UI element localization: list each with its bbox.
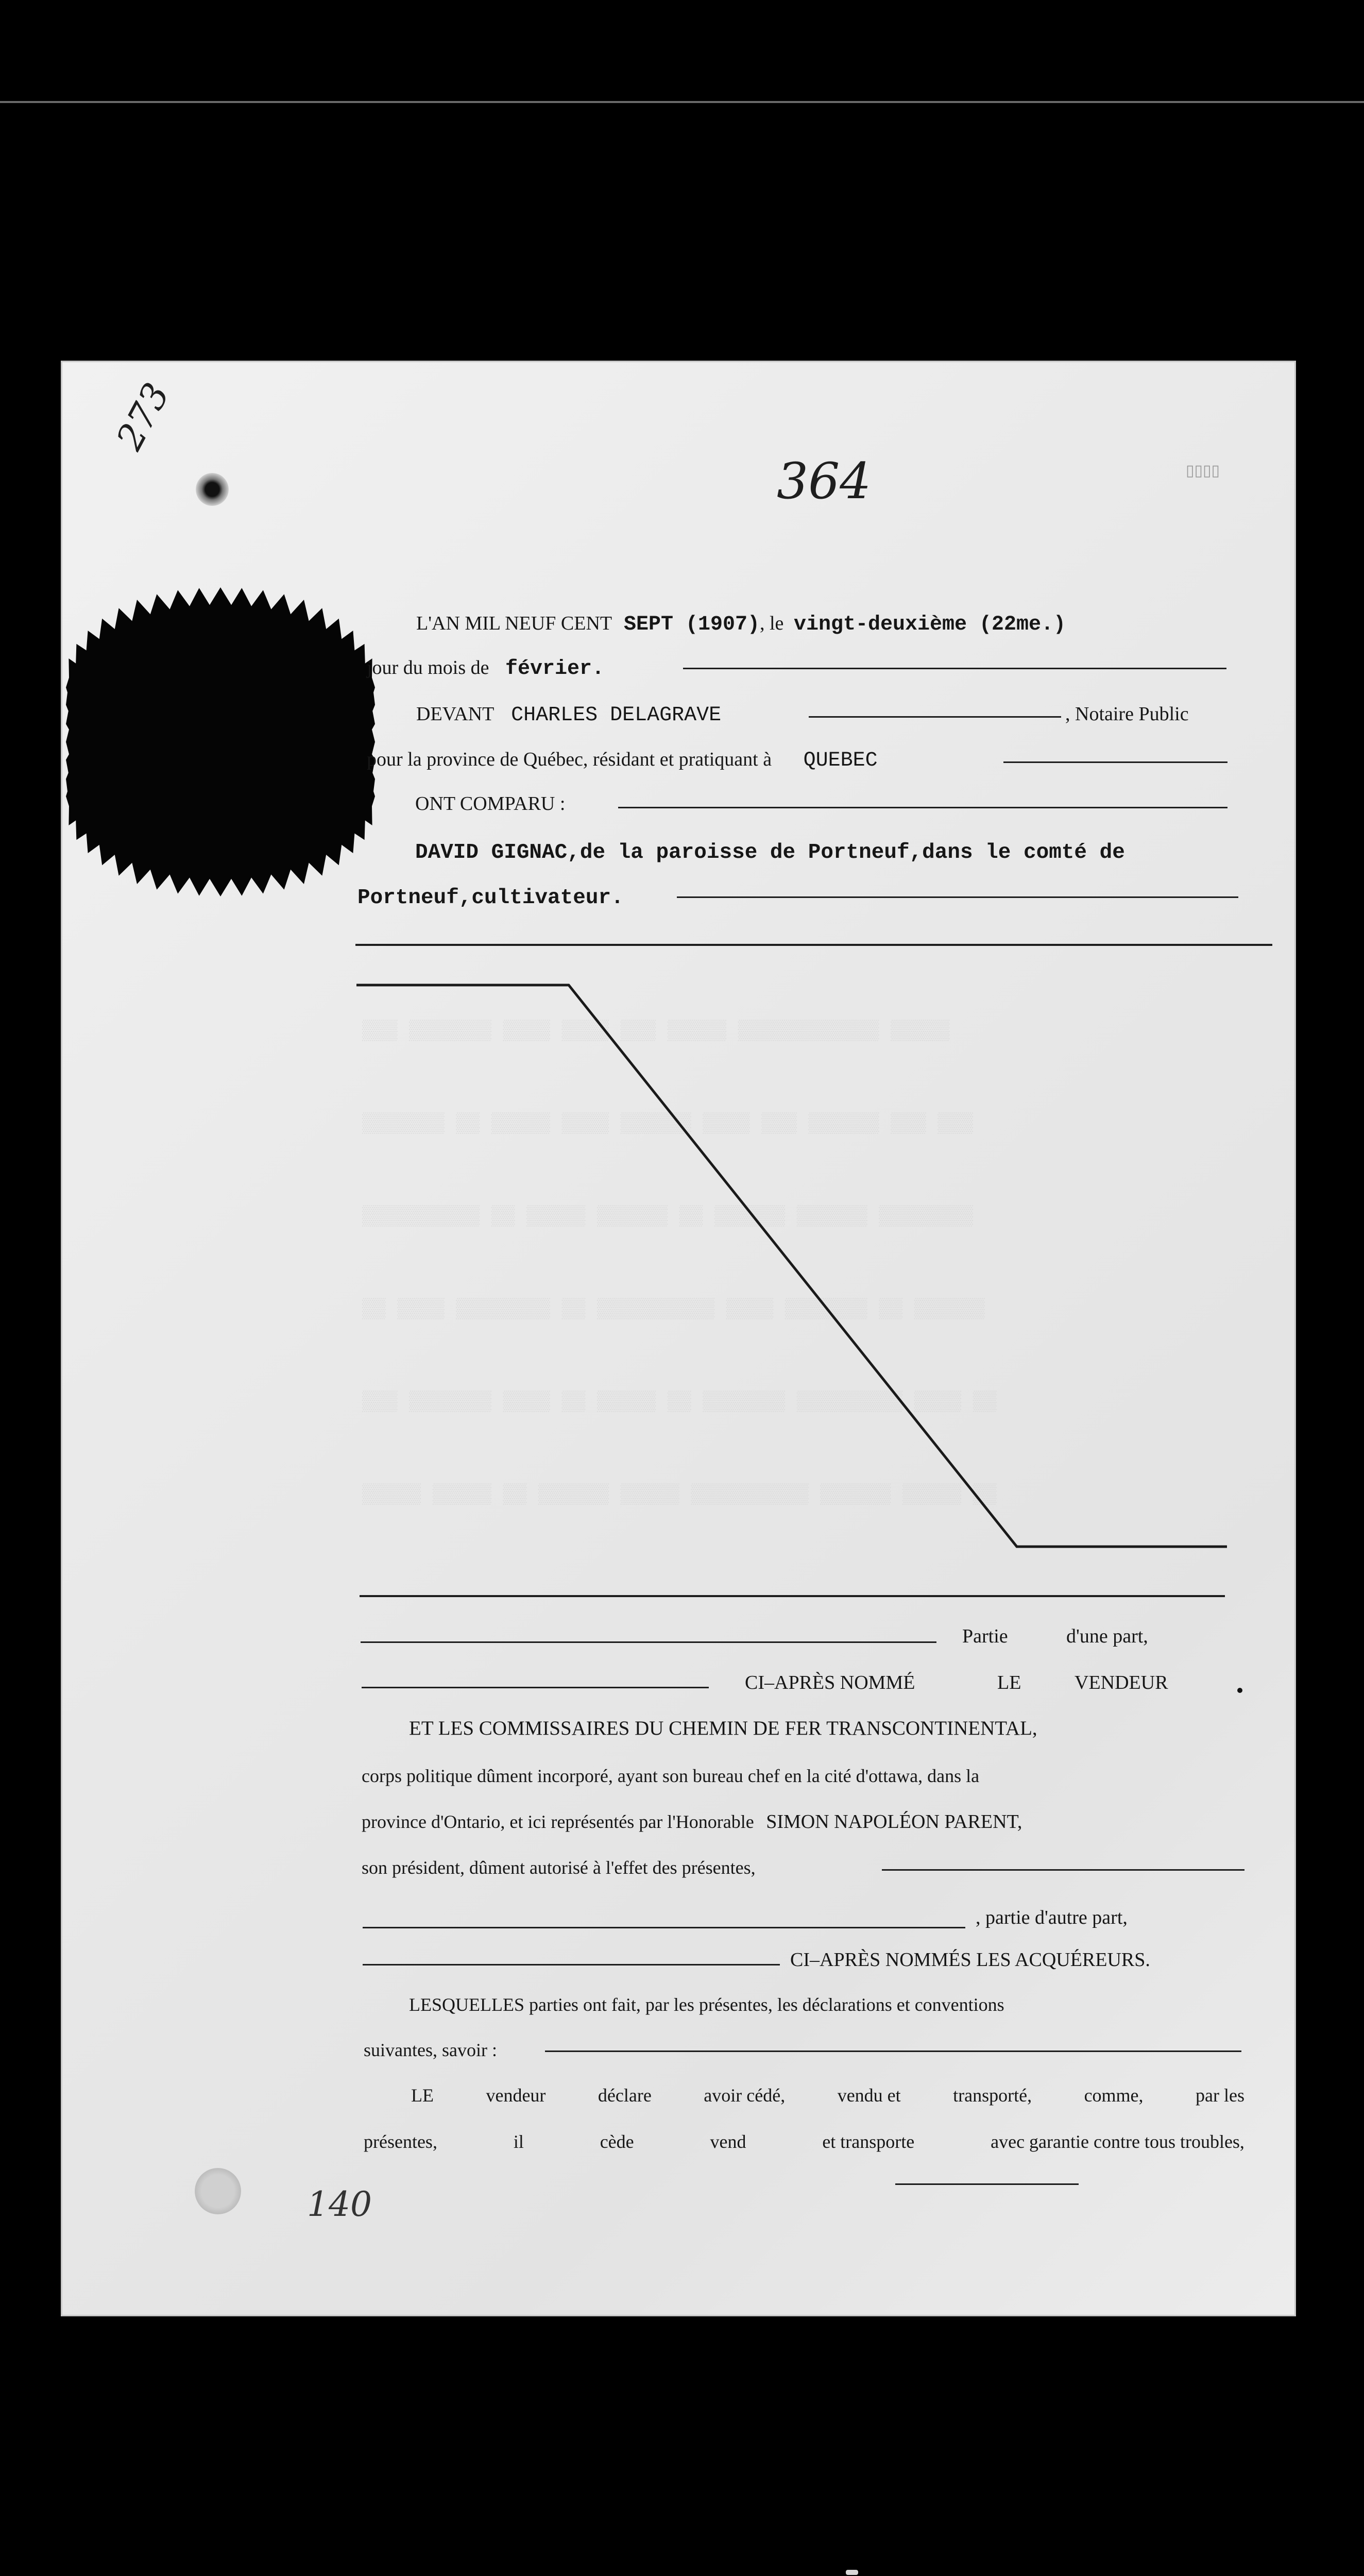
vendor-description-cont: Portneuf,cultivateur. [357, 886, 624, 910]
devant-label: DEVANT [416, 703, 494, 725]
word: vendu et [837, 2085, 901, 2106]
word: vendeur [486, 2085, 546, 2106]
cancellation-z-line [61, 361, 1296, 2316]
lesquelles-line: LESQUELLES parties ont fait, par les présentes, les déclarations et conventions [409, 1994, 1004, 2015]
bleed-through-text: ▒▒▒▒▒▒▒ ▒▒ ▒▒▒▒▒ ▒▒▒▒ ▒▒▒▒▒▒ ▒▒▒▒ ▒▒▒ ▒▒▒▒▒▒ ▒▒▒ ▒▒▒ [362, 1113, 973, 1135]
corps-line: corps politique dûment incorporé, ayant son bureau chef en la cité d'ottawa, dans la [362, 1766, 980, 1786]
fill-line [545, 2050, 1241, 2052]
month-prefix: jour du mois de [367, 657, 489, 679]
fill-line [363, 1927, 965, 1928]
presentes-line [364, 2131, 1244, 2153]
dot-mark [1237, 1688, 1242, 1693]
une-part-label: d'une part, [1066, 1625, 1148, 1647]
scan-line-top [0, 101, 1364, 103]
scan-artifact [846, 2570, 858, 2575]
word: vend [710, 2131, 746, 2152]
word: par les [1196, 2085, 1244, 2106]
word: comme, [1084, 2085, 1144, 2106]
acquereurs-label: CI–APRÈS NOMMÉS LES ACQUÉREURS. [790, 1949, 1150, 1971]
ontario-prefix: province d'Ontario, et ici représentés par l'Honorable [362, 1811, 754, 1832]
folio-number-bottom: 140 [307, 2184, 372, 2224]
word: avoir cédé, [704, 2085, 786, 2106]
date-prefix: L'AN MIL NEUF CENT [416, 613, 612, 634]
commissaires-line: ET LES COMMISSAIRES DU CHEMIN DE FER TRANSCONTINENTAL, [409, 1717, 1037, 1739]
bleed-through-text: ▒▒ ▒▒▒▒ ▒▒▒▒▒▒▒▒ ▒▒ ▒▒▒▒▒▒▒▒▒▒ ▒▒▒▒ ▒▒▒▒▒▒▒ ▒▒ ▒▒▒▒▒▒ [362, 1298, 985, 1320]
word: et transporte [822, 2131, 915, 2152]
bleed-through-text: ▒▒▒ ▒▒▒▒▒▒▒ ▒▒▒▒ ▒▒▒▒ ▒▒▒ ▒▒▒▒▒ ▒▒▒▒▒▒▒▒▒▒▒▒ ▒▒▒▒▒ [362, 1020, 950, 1042]
fill-line [361, 1641, 936, 1643]
comparu-label: ONT COMPARU : [415, 793, 566, 815]
date-le: , le [760, 613, 784, 634]
autre-part-label: , partie d'autre part, [976, 1907, 1128, 1928]
le-label: LE [997, 1672, 1021, 1693]
bleed-through-text: ▒▒▒▒▒ ▒▒▒▒▒ ▒▒ ▒▒▒▒▒▒ ▒▒▒▒▒ ▒▒▒▒▒▒▒▒▒▒ ▒▒▒▒▒▒ ▒▒▒▒▒ ▒▒ [362, 1484, 997, 1506]
month-value: février. [505, 657, 605, 681]
partie-label: Partie [962, 1625, 1008, 1647]
bleed-through-text: ▒▒▒▒▒▒▒▒▒▒ ▒▒ ▒▒▒▒▒ ▒▒▒▒▒▒ ▒▒ ▒▒▒▒▒▒ ▒▒▒▒▒▒ ▒▒▒▒▒▒▒▒ [362, 1206, 973, 1228]
city-value: QUEBEC [803, 749, 878, 772]
fill-line [363, 1964, 780, 1965]
folio-number: 364 [777, 452, 872, 510]
document-page [61, 361, 1296, 2316]
year-value: SEPT (1907) [623, 613, 760, 636]
folio-number-left: 273 [108, 376, 178, 457]
word: avec garantie contre tous troubles, [991, 2131, 1244, 2152]
faint-stamp: ▯▯▯▯ [1186, 463, 1220, 481]
representative-name: SIMON NAPOLÉON PARENT, [766, 1811, 1022, 1833]
fill-line [895, 2183, 1079, 2185]
province-prefix: pour la province de Québec, résidant et pratiquant à [367, 749, 772, 770]
fill-line [360, 1595, 1225, 1597]
word: cède [600, 2131, 634, 2152]
bleed-through-text: ▒▒▒ ▒▒▒▒▒▒▒ ▒▒▒▒ ▒▒ ▒▒▒▒▒ ▒▒ ▒▒▒▒▒▒▒ ▒▒▒▒▒▒▒▒▒ ▒▒▒▒ ▒▒ [362, 1391, 997, 1413]
declaration-line [411, 2084, 1244, 2106]
fill-line [882, 1869, 1244, 1871]
notary-name: CHARLES DELAGRAVE [511, 704, 722, 727]
word: il [513, 2131, 524, 2152]
vendeur-label: VENDEUR [1075, 1672, 1168, 1693]
vendor-description: DAVID GIGNAC,de la paroisse de Portneuf,dans le comté de [415, 841, 1125, 865]
word: présentes, [364, 2131, 437, 2152]
word: déclare [598, 2085, 652, 2106]
day-value: vingt-deuxième (22me.) [793, 613, 1066, 636]
word: transporté, [953, 2085, 1032, 2106]
president-line: son président, dûment autorisé à l'effet des présentes, [362, 1857, 756, 1878]
ci-apres-nomme: CI–APRÈS NOMMÉ [745, 1672, 915, 1693]
ontario-line [362, 1810, 1022, 1833]
fill-line [362, 1687, 709, 1688]
notary-title: , Notaire Public [1065, 703, 1189, 725]
suivantes-label: suivantes, savoir : [364, 2040, 497, 2060]
word: LE [411, 2085, 434, 2106]
